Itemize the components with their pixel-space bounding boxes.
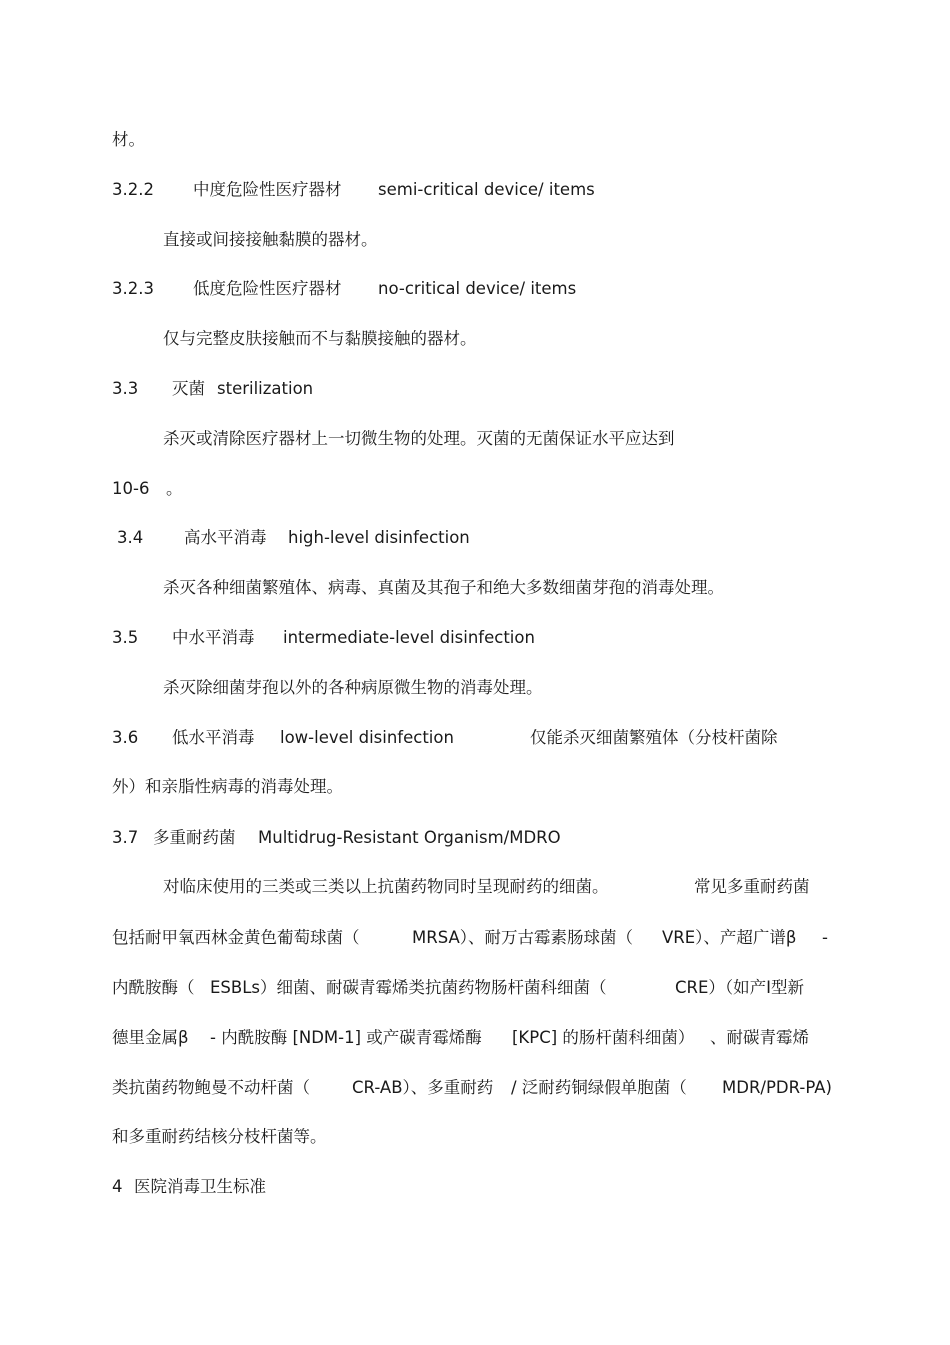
text-line: 杀灭或清除医疗器材上一切微生物的处理。灭菌的无菌保证水平应达到 — [163, 429, 675, 448]
section-title-en: sterilization — [217, 379, 314, 398]
section-title-en: Multidrug-Resistant Organism/MDRO — [258, 828, 561, 847]
text-line: 杀灭各种细菌繁殖体、病毒、真菌及其孢子和绝大多数细菌芽孢的消毒处理。 — [163, 578, 724, 597]
section-title-cn: 中度危险性医疗器材 — [193, 180, 342, 199]
text-segment: 内酰胺酶（ — [112, 978, 195, 997]
section-title-cn: 医院消毒卫生标准 — [134, 1177, 266, 1196]
section-title-cn: 中水平消毒 — [172, 628, 255, 647]
text-segment: MRSA）、耐万古霉素肠球菌（ — [412, 928, 634, 947]
section-number: 3.4 — [117, 528, 144, 547]
section-title-en: semi-critical device/ items — [378, 180, 595, 199]
text-segment: ESBLs）细菌、耐碳青霉烯类抗菌药物肠杆菌科细菌（ — [210, 978, 607, 997]
section-title-en: high-level disinfection — [288, 528, 470, 547]
text-line: 直接或间接接触黏膜的器材。 — [163, 230, 378, 249]
section-title-cn: 高水平消毒 — [184, 528, 267, 547]
section-number: 3.2.3 — [112, 279, 154, 298]
section-number: 3.3 — [112, 379, 139, 398]
text-segment: 常见多重耐药菌 — [694, 877, 810, 896]
section-title-cn: 灭菌 — [172, 379, 205, 398]
section-number: 4 — [112, 1177, 123, 1196]
text-segment: 对临床使用的三类或三类以上抗菌药物同时呈现耐药的细菌。 — [163, 877, 609, 896]
text-segment: - 内酰胺酶 [NDM-1] 或产碳青霉烯酶 — [210, 1028, 482, 1047]
section-title-en: low-level disinfection — [280, 728, 454, 747]
section-title-cn: 多重耐药菌 — [153, 828, 236, 847]
text-segment: MDR/PDR-PA) — [722, 1078, 832, 1097]
section-number: 3.7 — [112, 828, 139, 847]
text-line: 杀灭除细菌芽孢以外的各种病原微生物的消毒处理。 — [163, 678, 543, 697]
text-line: 材。 — [112, 130, 145, 149]
text-segment: / 泛耐药铜绿假单胞菌（ — [511, 1078, 687, 1097]
section-number: 3.5 — [112, 628, 139, 647]
section-title-en: no-critical device/ items — [378, 279, 577, 298]
section-number: 3.6 — [112, 728, 139, 747]
text-line: 仅与完整皮肤接触而不与黏膜接触的器材。 — [163, 329, 477, 348]
text-segment: 类抗菌药物鲍曼不动杆菌（ — [112, 1078, 310, 1097]
text-line: 和多重耐药结核分枝杆菌等。 — [112, 1127, 327, 1146]
text-segment: VRE）、产超广谱β — [662, 928, 797, 947]
section-title-cn: 低度危险性医疗器材 — [193, 279, 342, 298]
text-segment: 、耐碳青霉烯 — [710, 1028, 809, 1047]
text-line: 10-6 。 — [112, 479, 183, 498]
text-segment: - — [822, 928, 828, 947]
text-segment: CRE）（如产Ⅰ型新 — [675, 978, 805, 997]
text-line: 外）和亲脂性病毒的消毒处理。 — [112, 777, 343, 796]
text-segment: 德里金属β — [112, 1028, 189, 1047]
section-title-cn: 低水平消毒 — [172, 728, 255, 747]
text-segment: [KPC] 的肠杆菌科细菌） — [512, 1028, 695, 1047]
section-title-en: intermediate-level disinfection — [283, 628, 535, 647]
section-number: 3.2.2 — [112, 180, 154, 199]
text-segment: 包括耐甲氧西林金黄色葡萄球菌（ — [112, 928, 360, 947]
section-body-text: 仅能杀灭细菌繁殖体（分枝杆菌除 — [530, 728, 778, 747]
text-segment: CR-AB）、多重耐药 — [352, 1078, 494, 1097]
